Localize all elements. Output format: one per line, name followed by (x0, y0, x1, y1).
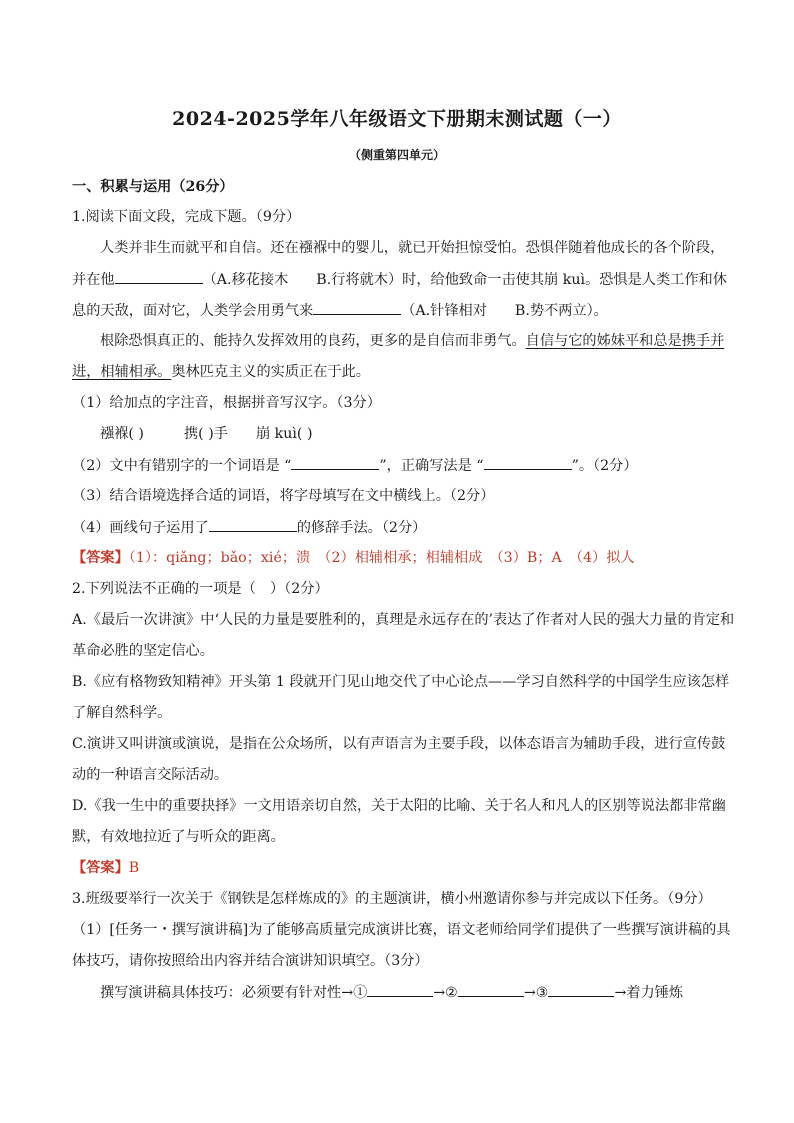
q2-answer (72, 858, 139, 878)
q2-option-d-line-2: 默，有效地拉近了与听众的距离。 (72, 829, 285, 845)
answer-label: 【答案】 (72, 550, 129, 566)
answer-blank[interactable] (313, 300, 401, 315)
q1-text: （2）文中有错别字的一个词语是 “ (72, 458, 292, 474)
answer-label: 【答案】 (72, 860, 129, 876)
q2-option-b-line-1: B.《应有格物致知精神》开头第 1 段就开门见山地交代了中心论点——学习自然科学的中国学生应该怎样 (72, 674, 730, 690)
q1-passage-line-4 (100, 331, 724, 351)
q1-stem: 1.阅读下面文段，完成下题。（9分） (72, 209, 301, 225)
q1-answer (72, 548, 635, 568)
q1-sub3: （3）结合语境选择合适的词语，将字母填写在文中横线上。（2分） (72, 488, 495, 504)
answer-blank[interactable] (291, 455, 379, 470)
answer-text: （1）：qiǎng；bǎo；xié；溃 （2）相辅相承；相辅相成 （3）B；A （4）拟人 (128, 550, 635, 566)
q1-passage-line-3 (72, 300, 608, 321)
q3-text: →着力锤炼 (614, 985, 684, 1001)
q3-tips-line (100, 982, 683, 1003)
q3-sub1-line-1: （1）[任务一・撰写演讲稿]为了能够高质量完成演讲比赛，语文老师给同学们提供了一些撰写演讲稿的具 (72, 922, 731, 938)
q1-text: 并在他 (72, 272, 115, 288)
q1-passage-line-5 (72, 362, 370, 382)
answer-blank[interactable] (367, 982, 433, 997)
q2-option-c-line-2: 动的一种语言交际活动。 (72, 767, 229, 783)
q2-option-a-line-1: A.《最后一次讲演》中‘人民的力量是要胜利的，真理是永远存在的’表达了作者对人民的强大力量的肯定和 (72, 612, 735, 628)
q1-pinyin-row (100, 424, 313, 444)
pinyin-item: 襁褓( ) (100, 426, 144, 442)
q1-option-b2: B.势不两立）。 (514, 303, 608, 319)
q1-sub1: （1）给加点的字注音，根据拼音写汉字。（3分） (72, 395, 381, 411)
q2-stem: 2.下列说法不正确的一项是（ ）（2分） (72, 581, 329, 597)
pinyin-item: 携( )手 (183, 426, 228, 442)
q1-text: （4）画线句子运用了 (72, 520, 209, 536)
q2-option-d-line-1: D.《我一生中的重要抉择》一文用语亲切自然，关于太阳的比喻、关于名人和凡人的区别等说法都非常幽 (72, 798, 726, 814)
page-title: 2024-2025学年八年级语文下册期末测试题（一） (172, 108, 622, 130)
q1-sub4 (72, 517, 426, 538)
q2-option-c-line-1: C.演讲又叫讲演或演说，是指在公众场所，以有声语言为主要手段，以体态语言为辅助手段，进行宣传鼓 (72, 736, 726, 752)
underlined-sentence: 自信与它的姊妹平和总是携手并 (525, 333, 725, 349)
q1-passage-line-1: 人类并非生而就平和自信。还在襁褓中的婴儿，就已开始担惊受怕。恐惧伴随着他成长的各个阶段， (100, 240, 725, 256)
answer-blank[interactable] (484, 455, 572, 470)
q1-text: ”，正确写法是 “ (379, 458, 484, 474)
q1-sub2 (72, 455, 638, 476)
q1-passage-line-2 (72, 269, 727, 290)
q1-option-a1: （A.移花接木 (202, 272, 289, 288)
q1-text: 息的天敌，面对它，人类学会用勇气来 (72, 303, 314, 319)
q3-text: 撰写演讲稿具体技巧：必须要有针对性→① (100, 985, 368, 1001)
q3-stem: 3.班级要举行一次关于《钢铁是怎样炼成的》的主题演讲，横小州邀请你参与并完成以下任务。（9分） (72, 891, 712, 907)
underlined-sentence: 进，相辅相承。 (72, 364, 172, 380)
answer-blank[interactable] (458, 982, 524, 997)
q1-text: 根除恐惧真正的、能持久发挥效用的良药，更多的是自信而非勇气。 (100, 333, 526, 349)
q2-option-b-line-2: 了解自然科学。 (72, 705, 172, 721)
q1-text: B.行将就木）时，给他致命一击使其崩 kuì。恐惧是人类工作和休 (316, 272, 727, 288)
q2-option-a-line-2: 革命必胜的坚定信心。 (72, 643, 214, 659)
pinyin-item: 崩 kuì( ) (255, 426, 313, 442)
q3-text: →② (433, 985, 458, 1001)
answer-blank[interactable] (115, 269, 203, 284)
q1-text: ”。（2分） (571, 458, 638, 474)
q3-sub1-line-2: 体技巧，请你按照给出内容并结合演讲知识填空。（3分） (72, 953, 429, 969)
q1-text: 奥林匹克主义的实质正在于此。 (171, 364, 370, 380)
q1-option-a2: （A.针锋相对 (401, 303, 487, 319)
answer-text: B (128, 860, 140, 876)
answer-blank[interactable] (209, 517, 297, 532)
q3-text: →③ (523, 985, 549, 1001)
q1-text: 的修辞手法。（2分） (296, 520, 427, 536)
answer-blank[interactable] (548, 982, 614, 997)
section-heading: 一、积累与运用（26分） (72, 179, 234, 195)
page-subtitle: （侧重第四单元） (348, 148, 445, 162)
